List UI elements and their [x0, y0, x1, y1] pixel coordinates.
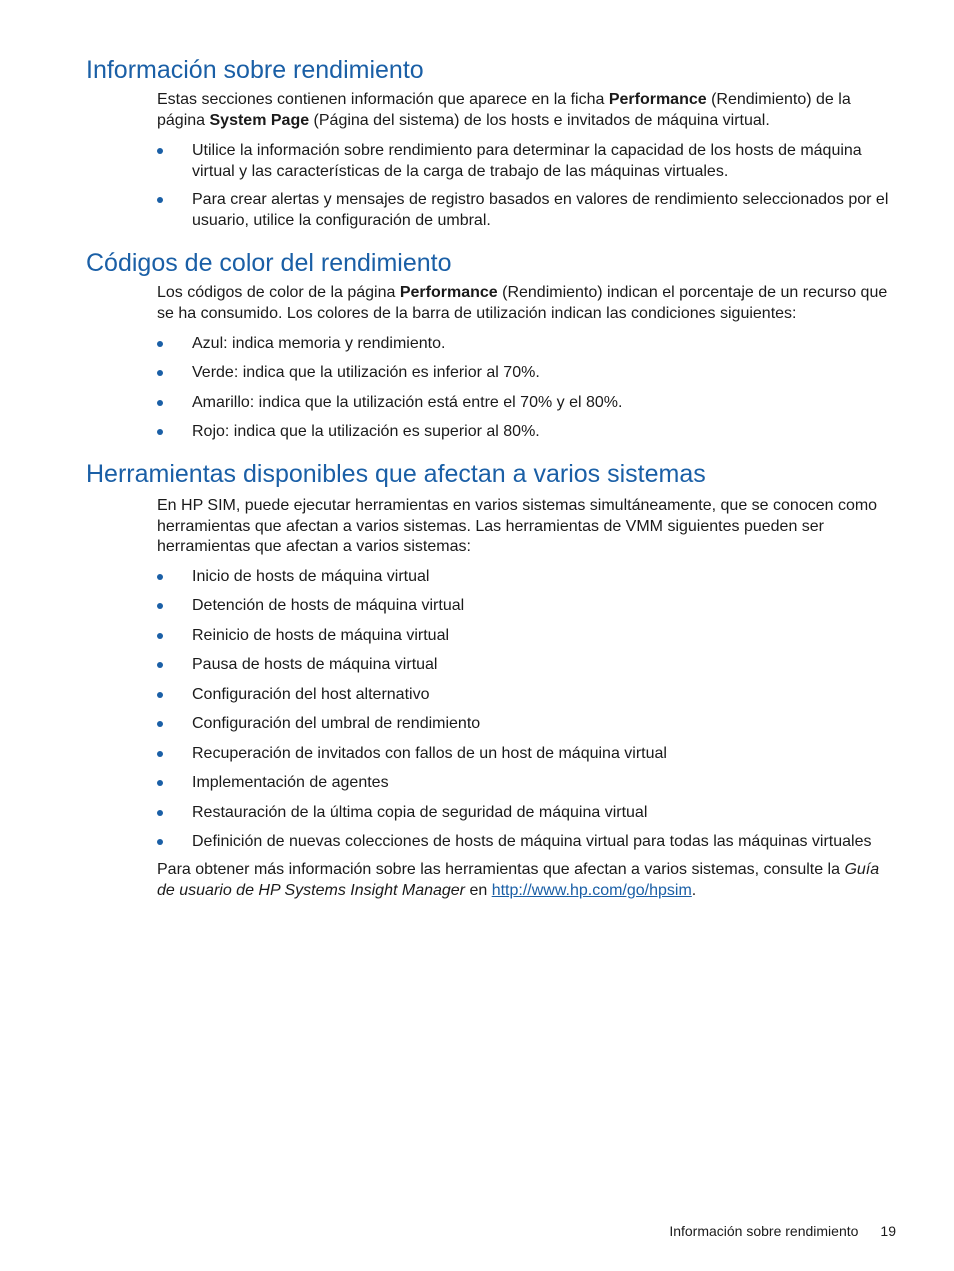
bullet-icon	[157, 662, 163, 668]
bullet-icon	[157, 633, 163, 639]
guide-title: Guía de usuario de HP Systems Insight Manager	[157, 861, 880, 899]
bullet-icon	[157, 839, 163, 845]
document-page: Información sobre rendimiento Estas secciones contienen información que aparece en la ficha Performance (Rendimiento) de la página System Page (Página del sistema) de los hosts e invitados de máquina virtual. Utilice la información sobre rendimiento para determinar la capacidad de los hosts de máquina virtual y las características de la carga de trabajo de las máquinas virtuales. Para crear alertas y mensajes de registro basados en valores de rendimiento seleccionados por el usuario, utilice la configuración de umbral. Códigos de color del rendimiento Los códigos de color de la página Performance (Rendimiento) indican el porcentaje de un recurso que se ha consumido. Los colores de la barra de utilización indican las condiciones siguientes: Azul: indica memoria y rendimiento. Verde: indica que la utilización es inferior al 70%. Amarillo: indica que la utilización está entre el 70% y el 80%. Rojo: indica que la utilización es superior al 80%. Herramientas disponibles que afectan a varios sistemas En HP SIM, puede ejecutar herramientas en varios sistemas simultáneamente, que se conocen como herramientas que afectan a varios sistemas. Las herramientas de VMM siguientes pueden ser herramientas que afectan a varios sistemas: Inicio de hosts de máquina virtual Detención de hosts de máquina virtual Reinicio de hosts de máquina virtual Pausa de hosts de máquina virtual Configuración del host alternativo Configuración del umbral de rendimiento Recuperación de invitados con fallos de un host de máquina virtual Implementación de agentes Restauración de la última copia de seguridad de máquina virtual Definición de nuevas colecciones de hosts de máquina virtual para todas las máquinas virtuales Para obtener más información sobre las herramientas que afectan a varios sistemas, consulte la Guía de usuario de HP Systems Insight Manager en http://www.hp.com/go/hpsim. Información sobre rendimiento 19	[0, 0, 954, 1271]
bullet-icon	[157, 341, 163, 347]
bullet-icon	[157, 370, 163, 376]
bullet-icon	[157, 692, 163, 698]
bullet-icon	[157, 810, 163, 816]
section-heading-performance-info: Información sobre rendimiento	[86, 56, 424, 84]
footer-section-title: Información sobre rendimiento	[669, 1223, 859, 1239]
section-heading-color-codes: Códigos de color del rendimiento	[86, 249, 452, 277]
bullet-icon	[157, 148, 163, 154]
section-heading-multi-system-tools: Herramientas disponibles que afectan a varios sistemas	[86, 460, 706, 488]
bullet-icon	[157, 603, 163, 609]
bold-term-performance: Performance	[608, 91, 707, 108]
bullet-icon	[157, 400, 163, 406]
page-footer	[669, 1222, 896, 1240]
section-intro-color-codes: Los códigos de color de la página Performance (Rendimiento) indican el porcentaje de un recurso que se ha consumido. Los colores de la barra de utilización indican las condiciones siguientes:	[157, 284, 888, 322]
bullet-icon	[157, 721, 163, 727]
bold-term-system-page: System Page	[209, 111, 310, 129]
bullet-icon	[157, 751, 163, 757]
bullet-icon	[157, 780, 163, 786]
section-closing-paragraph: Para obtener más información sobre las herramientas que afectan a varios sistemas, consulte la Guía de usuario de HP Systems Insight Manager en http://www.hp.com/go/hpsim.	[157, 861, 880, 899]
bullet-icon	[157, 429, 163, 435]
section-intro-performance-info: Estas secciones contienen información que aparece en la ficha Performance (Rendimiento) de la página System Page (Página del sistema) de los hosts e invitados de máquina virtual.	[157, 91, 851, 129]
bullet-icon	[157, 574, 163, 580]
page-number: 19	[880, 1223, 896, 1239]
section-intro-multi-system-tools: En HP SIM, puede ejecutar herramientas en varios sistemas simultáneamente, que se conocen como herramientas que afectan a varios sistemas. Las herramientas de VMM siguientes pueden ser herramientas que afectan a varios sistemas:	[157, 497, 878, 555]
hpsim-link[interactable]: http://www.hp.com/go/hpsim	[491, 881, 692, 899]
bullet-icon	[157, 197, 163, 203]
bold-term-performance: Performance	[399, 284, 498, 301]
